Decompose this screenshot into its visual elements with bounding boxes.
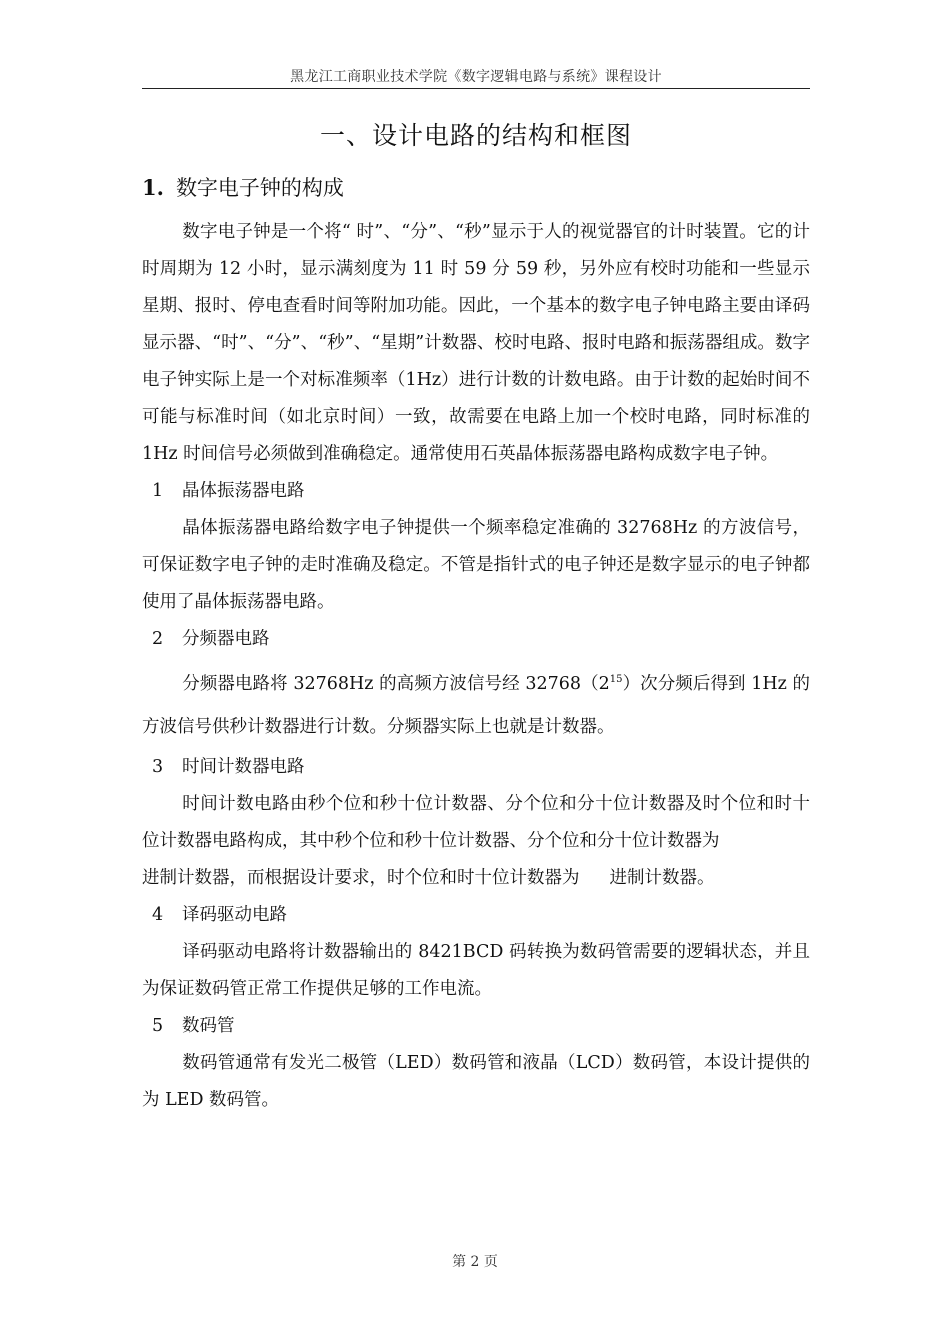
subheading-title: 时间计数器电路 (182, 757, 305, 777)
paragraph-divider (142, 658, 810, 749)
paragraph-counter (142, 786, 810, 897)
subheading-decoder (142, 897, 810, 934)
section-number: 1. (142, 175, 164, 200)
section-heading (142, 172, 344, 202)
subheading-title: 译码驱动电路 (182, 905, 287, 925)
document-body (142, 214, 810, 1119)
subheading-counter (142, 749, 810, 786)
paragraph-text: ）次分频后得到 1Hz 的方波信号供秒计数器进行计数。分频器实际上也就是计数器。 (142, 674, 810, 737)
subheading-title: 分频器电路 (182, 629, 270, 649)
subheading-title: 数码管 (182, 1016, 235, 1036)
subheading-number: 4 (152, 905, 164, 925)
paragraph-text: 时间计数电路由秒个位和秒十位计数器、分个位和分十位计数器及时个位和时十位计数器电路构成，其中秒个位和秒十位计数器、分个位和分十位计数器为 (142, 794, 810, 851)
subheading-title: 晶体振荡器电路 (182, 481, 305, 501)
paragraph-decoder: 译码驱动电路将计数器输出的 8421BCD 码转换为数码管需要的逻辑状态，并且为保证数码管正常工作提供足够的工作电流。 (142, 942, 810, 999)
subheading-divider (142, 621, 810, 658)
subheading-oscillator (142, 473, 810, 510)
chapter-title: 一、设计电路的结构和框图 (319, 121, 632, 150)
power-exponent: 15 (609, 674, 623, 685)
paragraph-text: 分频器电路将 32768Hz 的高频方波信号经 32768（ (182, 674, 599, 694)
page-header: 黑龙江工商职业技术学院《数字逻辑电路与系统》课程设计 (290, 69, 662, 85)
section-title: 数字电子钟的构成 (175, 176, 344, 200)
paragraph-text: 进制计数器，而根据设计要求，时个位和时十位计数器为 (142, 868, 580, 888)
paragraph-text: 进制计数器。 (609, 868, 715, 888)
subheading-number: 2 (152, 629, 164, 649)
page-number: 第 2 页 (452, 1254, 498, 1270)
subheading-display (142, 1008, 810, 1045)
paragraph-display: 数码管通常有发光二极管（LED）数码管和液晶（LCD）数码管，本设计提供的为 LED 数码管。 (142, 1053, 810, 1110)
intro-paragraph: 数字电子钟是一个将“ 时”、“分”、“秒”显示于人的视觉器官的计时装置。它的计时周期为 12 小时，显示满刻度为 11 时 59 分 59 秒，另外应有校时功能和一些显示星期、报时、停电查看时间等附加功能。因此，一个基本的数字电子钟电路主要由译码显示器、“时”、“分”、“秒”、“星期”计数器、校时电路、报时电路和振荡器组成。数字电子钟实际上是一个对标准频率（1Hz）进行计数的计数电路。由于计数的起始时间不可能与标准时间（如北京时间）一致，故需要在电路上加一个校时电路，同时标准的 1Hz 时间信号必须做到准确稳定。通常使用石英晶体振荡器电路构成数字电子钟。 (142, 222, 810, 464)
subheading-number: 1 (152, 481, 164, 501)
paragraph-oscillator: 晶体振荡器电路给数字电子钟提供一个频率稳定准确的 32768Hz 的方波信号，可保证数字电子钟的走时准确及稳定。不管是指针式的电子钟还是数字显示的电子钟都使用了晶体振荡器电路。 (142, 518, 810, 612)
subheading-number: 5 (152, 1016, 164, 1036)
power-base: 2 (598, 674, 610, 694)
subheading-number: 3 (152, 757, 164, 777)
header-divider (142, 88, 810, 89)
